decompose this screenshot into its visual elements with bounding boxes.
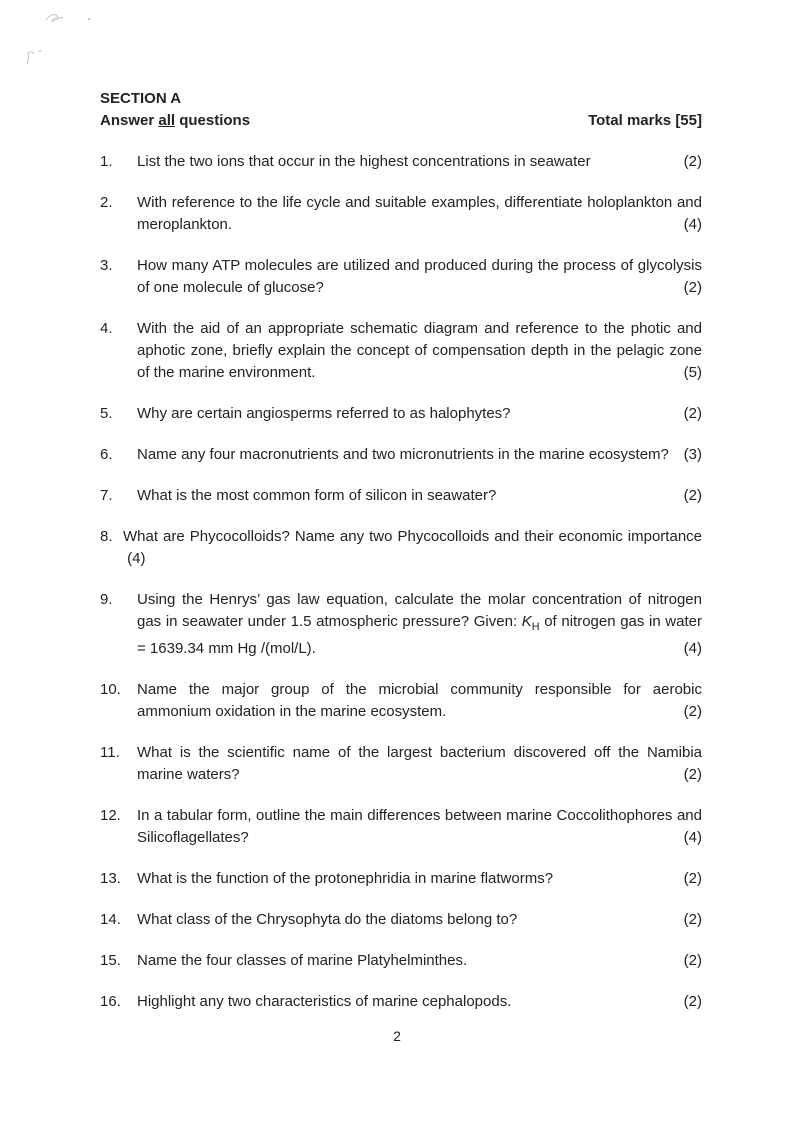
question-row — [100, 589, 702, 660]
question-row — [100, 909, 702, 931]
question-number: 3. — [100, 257, 113, 274]
question-marks: (2) — [683, 153, 702, 170]
question-text: With reference to the life cycle and suitable examples, differentiate holoplankton and meroplankton. (4) — [137, 192, 702, 236]
question-marks: (4) — [683, 216, 702, 233]
question-text: Name any four macronutrients and two micronutrients in the marine ecosystem? (3) — [137, 444, 702, 466]
question-row — [100, 444, 702, 466]
scan-mark-top — [44, 10, 96, 28]
question-row — [100, 950, 702, 972]
question-row — [100, 318, 702, 384]
question-number: 1. — [100, 153, 113, 170]
question-row — [100, 255, 702, 299]
question-marks: (2) — [683, 952, 702, 969]
question-number: 15. — [100, 952, 121, 969]
question-list — [100, 151, 702, 1013]
question-row — [100, 742, 702, 786]
question-text: Why are certain angiosperms referred to as halophytes? (2) — [137, 403, 702, 425]
question-text: In a tabular form, outline the main differences between marine Coccolithophores and Silicoflagellates? (4) — [137, 805, 702, 849]
question-marks: (4) — [683, 829, 702, 846]
question-text: How many ATP molecules are utilized and produced during the process of glycolysis of one molecule of glucose? (2) — [137, 255, 702, 299]
question-text: With the aid of an appropriate schematic diagram and reference to the photic and aphotic zone, briefly explain the concept of compensation depth in the pelagic zone of the marine environment. (5) — [137, 318, 702, 384]
question-number: 2. — [100, 194, 113, 211]
question-row — [100, 403, 702, 425]
question-marks: (4) — [683, 640, 702, 657]
question-marks: (2) — [683, 911, 702, 928]
question-text: What is the most common form of silicon in seawater? (2) — [137, 485, 702, 507]
question-marks: (3) — [683, 446, 702, 463]
question-marks: (4) — [123, 550, 146, 567]
question-row — [100, 192, 702, 236]
question-number: 5. — [100, 405, 113, 422]
page-content — [100, 88, 702, 1013]
question-marks: (2) — [683, 487, 702, 504]
question-row — [100, 868, 702, 890]
question-text: What class of the Chrysophyta do the diatoms belong to? (2) — [137, 909, 702, 931]
question-text: Using the Henrys’ gas law equation, calculate the molar concentration of nitrogen gas in seawater under 1.5 atmospheric pressure? Given: $K_H$ of nitrogen gas in water = 1639.34 mm Hg /(mol/L). (4) — [137, 589, 702, 660]
question-text: What is the scientific name of the largest bacterium discovered off the Namibia marine waters? (2) — [137, 742, 702, 786]
question-number: 6. — [100, 446, 113, 463]
section-title: SECTION A — [100, 90, 182, 107]
question-number: 13. — [100, 870, 121, 887]
question-text: Highlight any two characteristics of marine cephalopods. (2) — [137, 991, 702, 1013]
question-row — [100, 805, 702, 849]
question-text: What are Phycocolloids? Name any two Phycocolloids and their economic importance (4) — [123, 528, 702, 567]
total-marks: Total marks [55] — [588, 112, 702, 129]
question-row — [100, 679, 702, 723]
question-text: List the two ions that occur in the highest concentrations in seawater (2) — [137, 151, 702, 173]
page-number: 2 — [393, 1028, 401, 1044]
question-marks: (2) — [683, 766, 702, 783]
question-number: 12. — [100, 807, 121, 824]
scan-mark-left — [23, 46, 49, 68]
question-row — [100, 526, 702, 570]
question-number: 9. — [100, 591, 113, 608]
question-marks: (2) — [683, 703, 702, 720]
question-number: 14. — [100, 911, 121, 928]
question-number: 7. — [100, 487, 113, 504]
answer-instruction: Answer all questions — [100, 112, 251, 129]
question-marks: (2) — [683, 405, 702, 422]
question-number: 8. — [100, 528, 113, 545]
question-marks: (5) — [683, 364, 702, 381]
question-marks: (2) — [683, 279, 702, 296]
question-row — [100, 485, 702, 507]
question-marks: (2) — [683, 993, 702, 1010]
question-row — [100, 991, 702, 1013]
question-number: 10. — [100, 681, 121, 698]
question-row — [100, 151, 702, 173]
question-number: 4. — [100, 320, 113, 337]
question-text: Name the major group of the microbial community responsible for aerobic ammonium oxidation in the marine ecosystem. (2) — [137, 679, 702, 723]
question-number: 11. — [100, 744, 120, 761]
question-number: 16. — [100, 993, 121, 1010]
question-text: Name the four classes of marine Platyhelminthes. (2) — [137, 950, 702, 972]
question-marks: (2) — [683, 870, 702, 887]
instruction-row — [100, 110, 702, 132]
question-text: What is the function of the protonephridia in marine flatworms? (2) — [137, 868, 702, 890]
